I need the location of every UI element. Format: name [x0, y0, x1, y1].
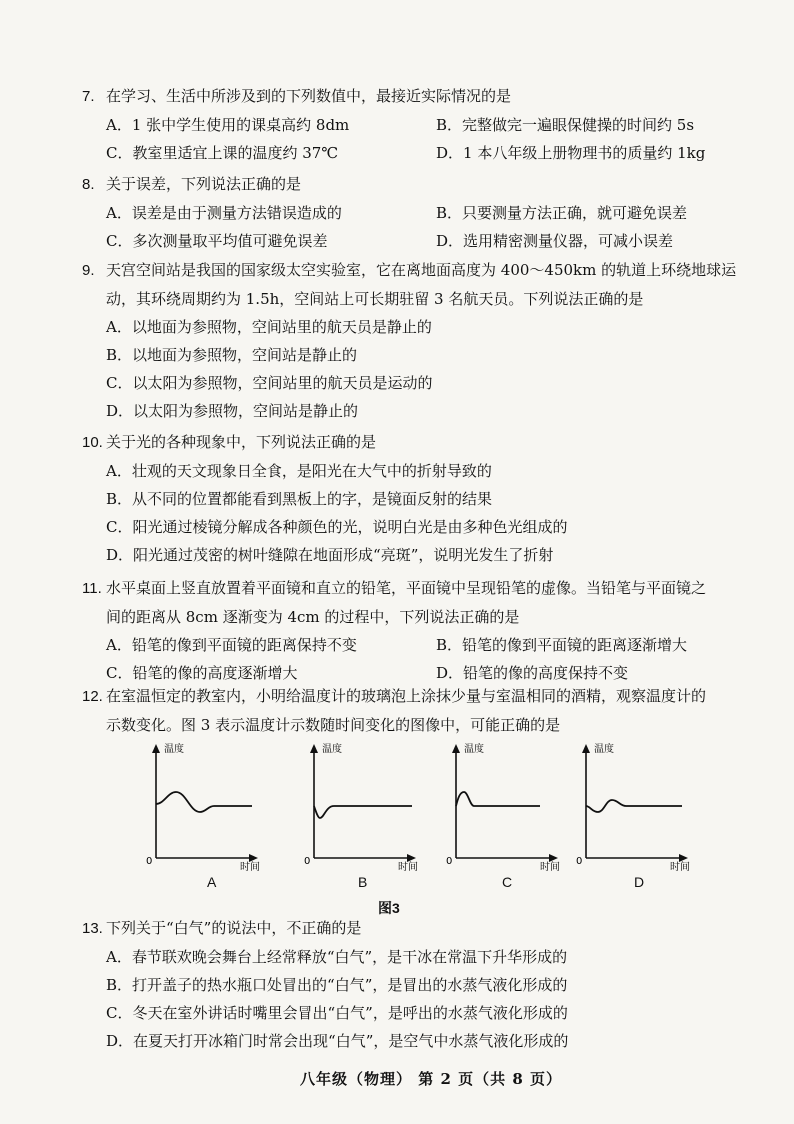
question-stem-continued: 动，其环绕周期约为 1.5h，空间站上可长期驻留 3 名航天员。下列说法正确的是	[106, 290, 644, 308]
option-b: B．只要测量方法正确，就可避免误差	[436, 204, 688, 222]
option-b: B．铅笔的像到平面镜的距离逐渐增大	[436, 636, 688, 654]
question-stem: 在学习、生活中所涉及到的下列数值中，最接近实际情况的是	[106, 87, 512, 105]
graph-c	[436, 740, 586, 890]
option-d: D．以太阳为参照物，空间站是静止的	[106, 402, 359, 420]
option-b: B．完整做完一遍眼保健操的时间约 5s	[436, 116, 695, 134]
x-axis-label: 时间	[240, 862, 260, 873]
option-c: C．教室里适宜上课的温度约 37℃	[106, 144, 339, 162]
option-d: D．阳光通过茂密的树叶缝隙在地面形成“亮斑”，说明光发生了折射	[106, 546, 554, 564]
option-d: D．1 本八年级上册物理书的质量约 1kg	[436, 144, 706, 162]
question-stem: 天宫空间站是我国的国家级太空实验室，它在离地面高度为 400～450km 的轨道上环绕地球运	[106, 261, 737, 279]
question-7	[82, 82, 722, 167]
option-a: A．铅笔的像到平面镜的距离保持不变	[106, 636, 357, 654]
origin-label: 0	[576, 856, 583, 867]
page-footer: 八年级（物理） 第 2 页（共 8 页）	[300, 1070, 562, 1088]
question-stem: 下列关于“白气”的说法中，不正确的是	[106, 919, 362, 937]
x-axis-label: 时间	[398, 862, 418, 873]
question-number: 13.	[82, 920, 103, 937]
question-12	[82, 682, 722, 739]
graph-a	[136, 740, 286, 890]
question-stem-continued: 示数变化。图 3 表示温度计示数随时间变化的图像中，可能正确的是	[106, 716, 561, 734]
option-d: D．选用精密测量仪器，可减小误差	[436, 232, 674, 250]
x-axis-label: 时间	[540, 862, 560, 873]
option-a: A．以地面为参照物，空间站里的航天员是静止的	[106, 318, 432, 336]
option-b: B．打开盖子的热水瓶口处冒出的“白气”，是冒出的水蒸气液化形成的	[106, 976, 568, 994]
graph-label-a: A	[207, 874, 217, 890]
question-13	[82, 914, 722, 1055]
option-c: C．以太阳为参照物，空间站里的航天员是运动的	[106, 374, 433, 392]
option-a: A．壮观的天文现象日全食，是阳光在大气中的折射导致的	[106, 462, 492, 480]
question-8	[82, 170, 722, 255]
question-number: 12.	[82, 688, 103, 705]
question-number: 11.	[82, 580, 102, 597]
question-number: 10.	[82, 434, 103, 451]
option-d: D．铅笔的像的高度保持不变	[436, 664, 629, 682]
graph-label-c: C	[502, 874, 513, 890]
option-c: C．铅笔的像的高度逐渐增大	[106, 664, 298, 682]
option-c: C．阳光通过棱镜分解成各种颜色的光，说明白光是由多种色光组成的	[106, 518, 568, 536]
option-a: A．误差是由于测量方法错误造成的	[106, 204, 342, 222]
graph-b	[294, 740, 444, 890]
figure-caption: 图3	[378, 900, 400, 916]
option-c: C．多次测量取平均值可避免误差	[106, 232, 328, 250]
graph-label-b: B	[358, 874, 368, 890]
question-stem: 关于光的各种现象中，下列说法正确的是	[106, 433, 377, 451]
question-11	[82, 574, 722, 687]
y-axis-label: 温度	[164, 744, 184, 755]
question-number: 8.	[82, 176, 95, 193]
y-axis-label: 温度	[464, 744, 484, 755]
graph-label-d: D	[634, 874, 645, 890]
option-d: D．在夏天打开冰箱门时常会出现“白气”，是空气中水蒸气液化形成的	[106, 1032, 569, 1050]
question-stem-continued: 间的距离从 8cm 逐渐变为 4cm 的过程中，下列说法正确的是	[106, 608, 520, 626]
question-stem: 关于误差，下列说法正确的是	[106, 175, 302, 193]
question-number: 7.	[82, 88, 95, 105]
question-stem: 在室温恒定的教室内，小明给温度计的玻璃泡上涂抹少量与室温相同的酒精，观察温度计的	[106, 687, 707, 705]
question-stem: 水平桌面上竖直放置着平面镜和直立的铅笔，平面镜中呈现铅笔的虚像。当铅笔与平面镜之	[106, 579, 707, 597]
origin-label: 0	[146, 856, 153, 867]
option-c: C．冬天在室外讲话时嘴里会冒出“白气”，是呼出的水蒸气液化形成的	[106, 1004, 568, 1022]
y-axis-label: 温度	[594, 744, 614, 755]
question-10	[82, 428, 722, 569]
x-axis-label: 时间	[670, 862, 690, 873]
origin-label: 0	[304, 856, 311, 867]
graph-d	[566, 740, 716, 890]
option-b: B．以地面为参照物，空间站是静止的	[106, 346, 358, 364]
y-axis-label: 温度	[322, 744, 342, 755]
question-number: 9.	[82, 262, 95, 279]
option-a: A．1 张中学生使用的课桌高约 8dm	[106, 116, 350, 134]
origin-label: 0	[446, 856, 453, 867]
option-a: A．春节联欢晚会舞台上经常释放“白气”，是干冰在常温下升华形成的	[106, 948, 568, 966]
question-9	[82, 256, 737, 425]
option-b: B．从不同的位置都能看到黑板上的字，是镜面反射的结果	[106, 490, 493, 508]
